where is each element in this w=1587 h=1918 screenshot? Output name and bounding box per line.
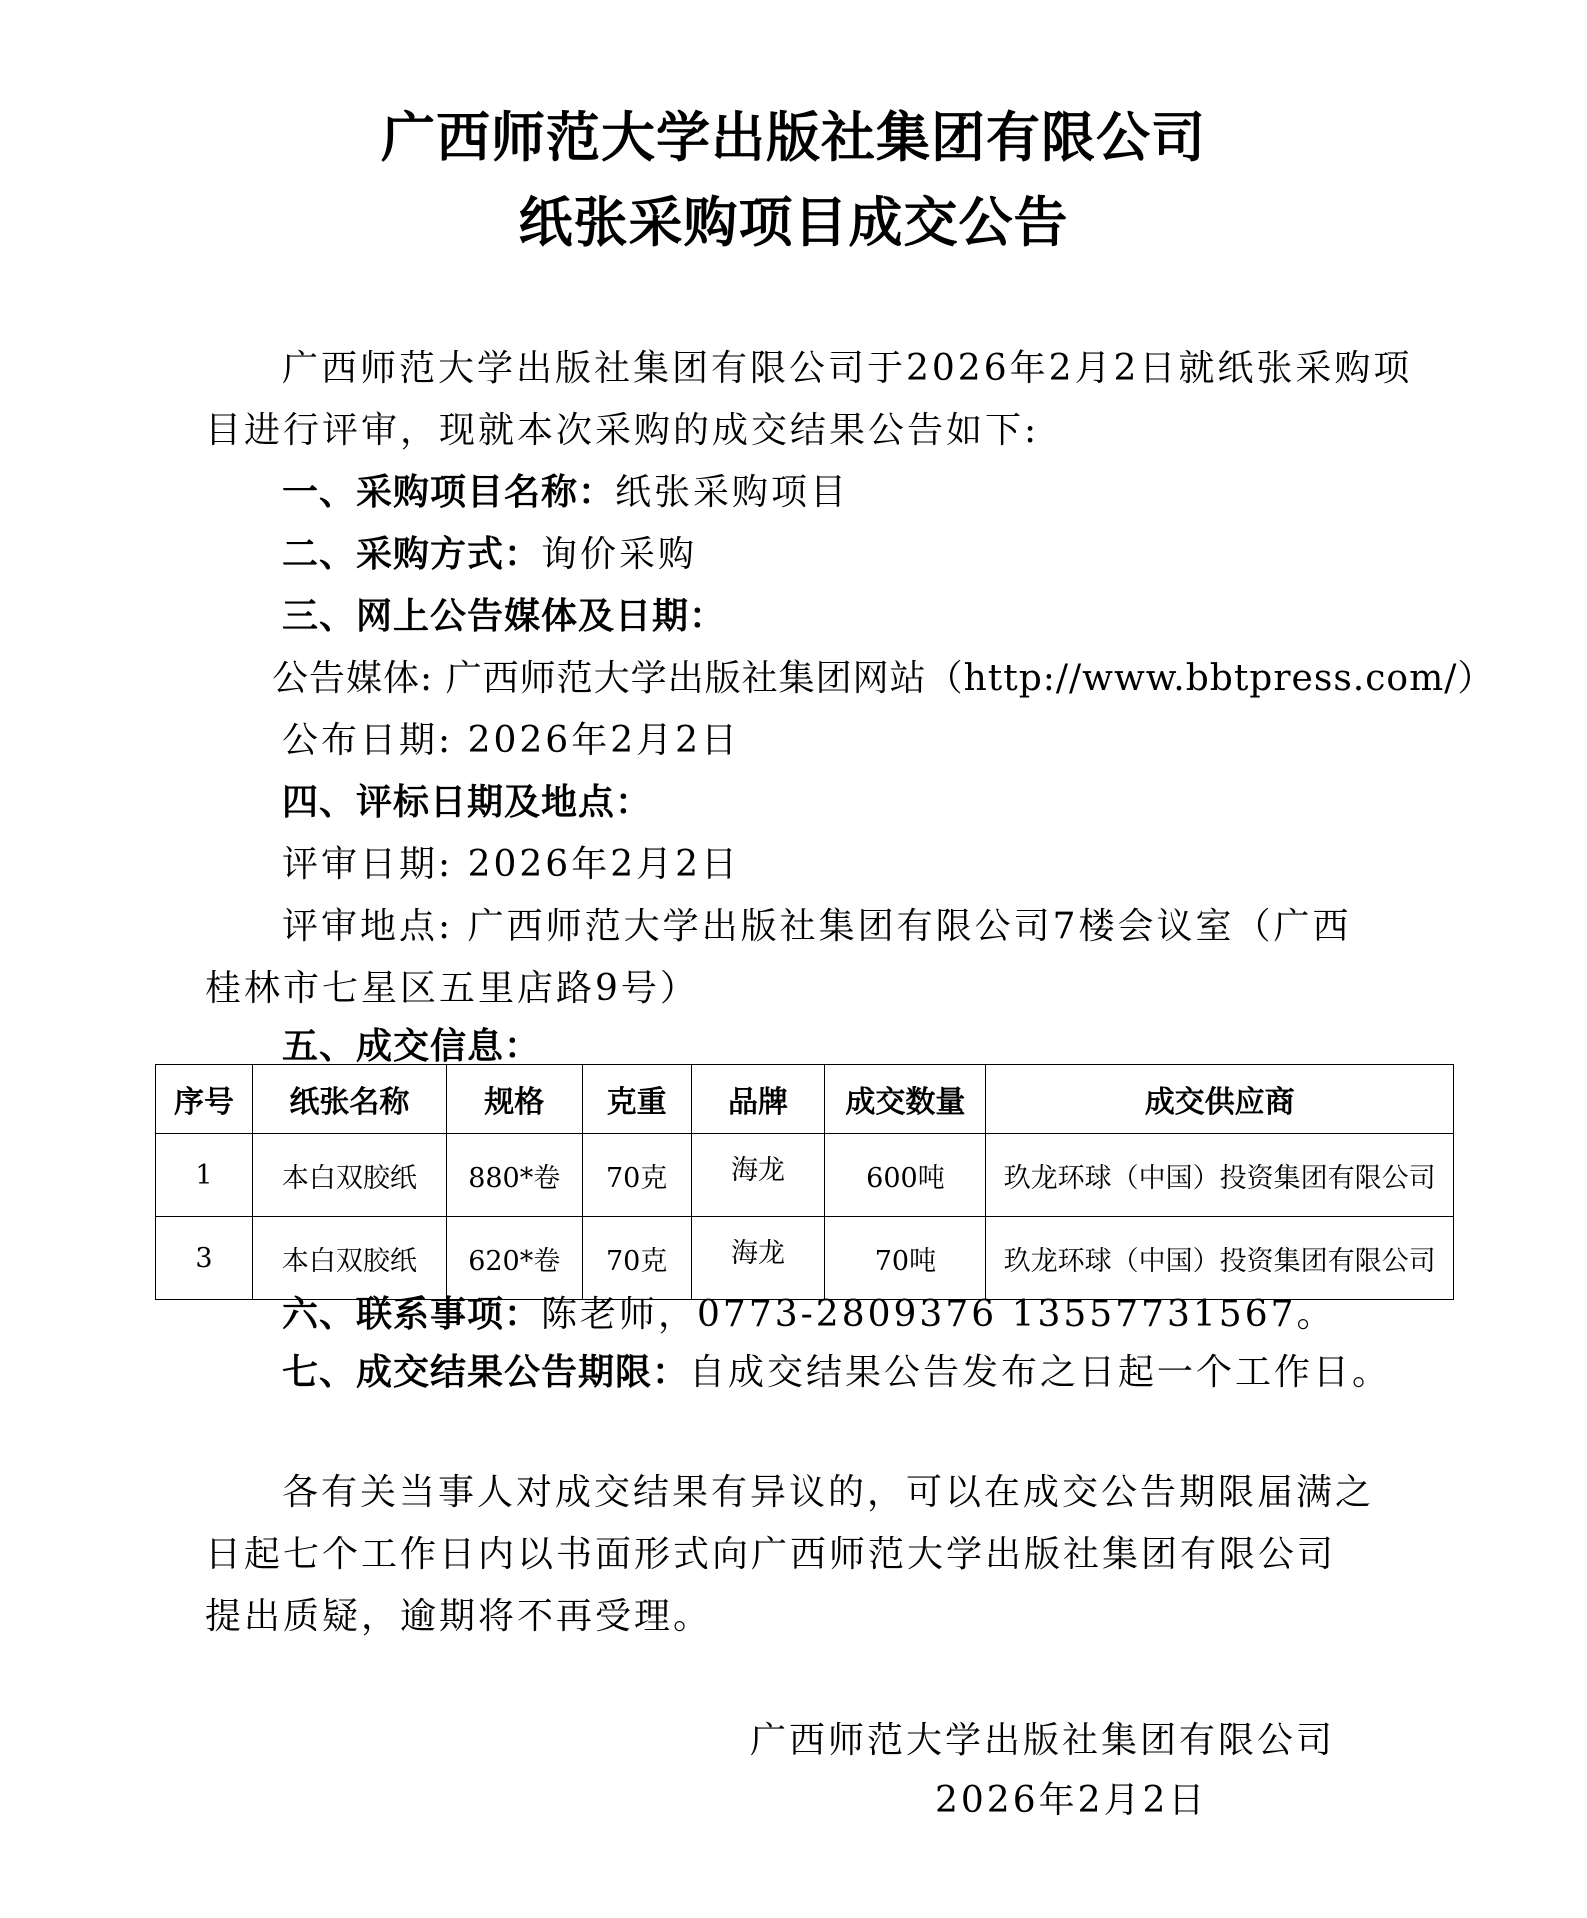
section-2-value: 询价采购 <box>541 534 698 575</box>
section-3-media: 公告媒体: 广西师范大学出版社集团网站（http://www.bbtpress.com/） <box>272 658 1495 699</box>
cell-weight: 70克 <box>582 1217 691 1300</box>
header-supplier: 成交供应商 <box>986 1065 1454 1134</box>
cell-paper-name: 本白双胶纸 <box>252 1134 446 1217</box>
section-6-value: 陈老师，0773-2809376 13557731567。 <box>541 1294 1336 1335</box>
section-1-label: 一、采购项目名称： <box>282 472 616 513</box>
header-weight: 克重 <box>582 1065 691 1134</box>
objection-line-1: 各有关当事人对成交结果有异议的，可以在成交公告期限届满之 <box>282 1472 1375 1513</box>
intro-line-1: 广西师范大学出版社集团有限公司于2026年2月2日就纸张采购项 <box>282 348 1413 389</box>
cell-weight: 70克 <box>582 1134 691 1217</box>
section-4-place-2: 桂林市七星区五里店路9号） <box>205 968 699 1009</box>
signature-org: 广西师范大学出版社集团有限公司 <box>750 1720 1336 1761</box>
intro-line-2: 目进行评审，现就本次采购的成交结果公告如下: <box>205 410 1040 451</box>
objection-line-2: 日起七个工作日内以书面形式向广西师范大学出版社集团有限公司 <box>205 1534 1337 1575</box>
header-spec: 规格 <box>446 1065 582 1134</box>
cell-brand: 海龙 <box>691 1217 825 1300</box>
section-6-label: 六、联系事项： <box>282 1294 542 1335</box>
section-4-label: 四、评标日期及地点： <box>282 782 653 823</box>
cell-supplier: 玖龙环球（中国）投资集团有限公司 <box>986 1134 1454 1217</box>
section-1-value: 纸张采购项目 <box>615 472 850 513</box>
section-7-value: 自成交结果公告发布之日起一个工作日。 <box>689 1352 1392 1393</box>
header-brand: 品牌 <box>691 1065 825 1134</box>
cell-spec: 880*卷 <box>446 1134 582 1217</box>
section-4-date: 评审日期: 2026年2月2日 <box>282 844 740 885</box>
section-2-label: 二、采购方式： <box>282 534 542 575</box>
objection-line-3: 提出质疑，逾期将不再受理。 <box>205 1596 713 1637</box>
cell-brand: 海龙 <box>691 1134 825 1217</box>
header-index: 序号 <box>156 1065 253 1134</box>
section-7 <box>282 1344 1391 1395</box>
section-1 <box>282 464 849 515</box>
title-line-2: 纸张采购项目成交公告 <box>518 190 1069 254</box>
cell-spec: 620*卷 <box>446 1217 582 1300</box>
section-3-label: 三、网上公告媒体及日期： <box>282 596 727 637</box>
header-quantity: 成交数量 <box>825 1065 986 1134</box>
cell-supplier: 玖龙环球（中国）投资集团有限公司 <box>986 1217 1454 1300</box>
section-2 <box>282 526 697 577</box>
cell-paper-name: 本白双胶纸 <box>252 1217 446 1300</box>
cell-quantity: 70吨 <box>825 1217 986 1300</box>
deal-table <box>155 1064 1454 1300</box>
table-row <box>156 1134 1454 1217</box>
title-line-1: 广西师范大学出版社集团有限公司 <box>381 105 1206 169</box>
cell-index: 1 <box>156 1134 253 1217</box>
cell-index: 3 <box>156 1217 253 1300</box>
section-7-label: 七、成交结果公告期限： <box>282 1352 690 1393</box>
cell-quantity: 600吨 <box>825 1134 986 1217</box>
header-paper-name: 纸张名称 <box>252 1065 446 1134</box>
table-header-row <box>156 1065 1454 1134</box>
section-6 <box>282 1286 1336 1337</box>
section-5-label: 五、成交信息： <box>282 1026 542 1067</box>
section-3-date: 公布日期: 2026年2月2日 <box>282 720 740 761</box>
section-4-place-1: 评审地点: 广西师范大学出版社集团有限公司7楼会议室（广西 <box>282 906 1352 947</box>
signature-date: 2026年2月2日 <box>935 1780 1208 1821</box>
